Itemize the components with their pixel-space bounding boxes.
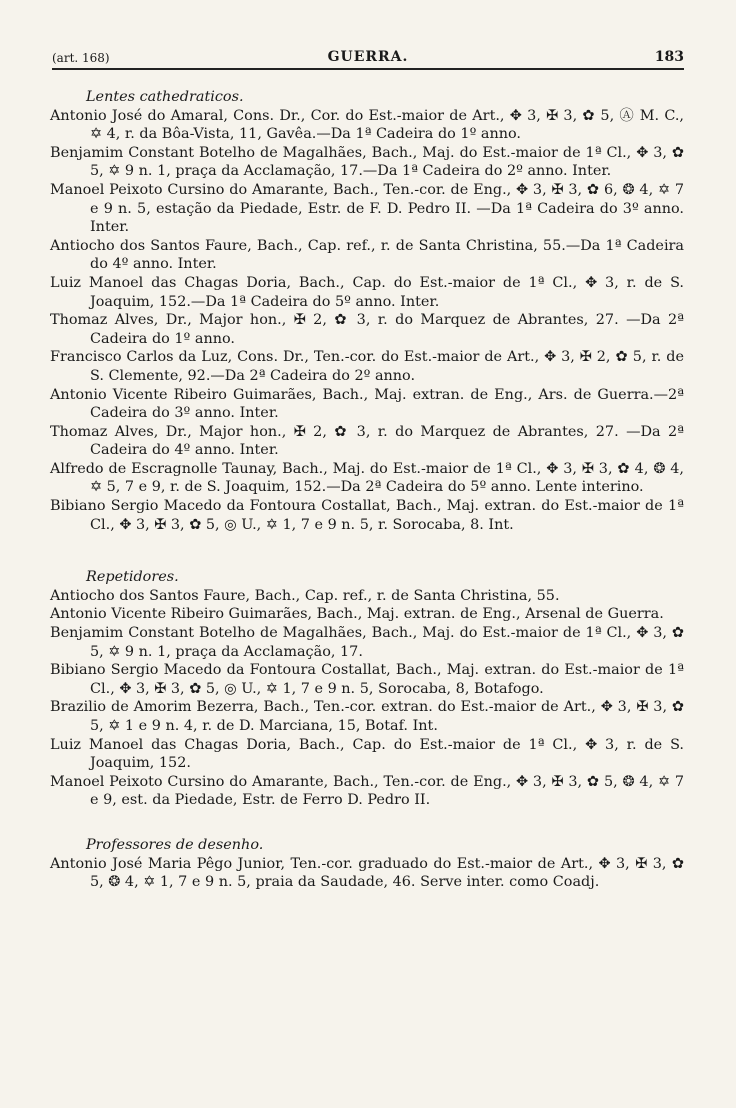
list-item: Thomaz Alves, Dr., Major hon., ✠ 2, ✿ 3, r. do Marquez de Abrantes, 27. —Da 2ª Cadeira do 4º anno. Inter.: [50, 423, 684, 459]
list-item: Bibiano Sergio Macedo da Fontoura Costallat, Bach., Maj. extran. do Est.-maior de 1ª Cl., ✥ 3, ✠ 3, ✿ 5, ◎ U., ✡ 1, 7 e 9 n. 5, r. Sorocaba, 8. Int.: [50, 498, 684, 533]
list-item: Antonio Vicente Ribeiro Guimarães, Bach., Maj. extran. de Eng., Arsenal de Guerra.: [50, 606, 664, 623]
page-number: 183: [654, 49, 684, 65]
list-item: Antiocho dos Santos Faure, Bach., Cap. ref., r. de Santa Christina, 55.—Da 1ª Cadeira do 4º anno. Inter.: [50, 237, 684, 273]
list-item: Luiz Manoel das Chagas Doria, Bach., Cap. do Est.-maior de 1ª Cl., ✥ 3, r. de S. Joaquim, 152.: [50, 736, 684, 772]
section-title-lentes: Lentes cathedraticos.: [86, 89, 244, 105]
list-item: Antiocho dos Santos Faure, Bach., Cap. ref., r. de Santa Christina, 55.: [50, 587, 560, 604]
document-body: [50, 88, 684, 892]
section-spacer: [50, 810, 684, 836]
list-item: Thomaz Alves, Dr., Major hon., ✠ 2, ✿ 3, r. do Marquez de Abrantes, 27. —Da 2ª Cadeira do 1º anno.: [50, 312, 684, 347]
list-item: Antonio Vicente Ribeiro Guimarães, Bach., Maj. extran. de Eng., Ars. de Guerra.—2ª Cadeira do 3º anno. Inter.: [50, 386, 684, 422]
list-item: Antonio José do Amaral, Cons. Dr., Cor. do Est.-maior de Art., ✥ 3, ✠ 3, ✿ 5, Ⓐ M. C., ✡ 4, r. da Bôa-Vista, 11, Gavêa.—Da 1ª Cadeira do 1º anno.: [50, 107, 684, 143]
article-reference: (art. 168): [52, 51, 110, 65]
list-item: Manoel Peixoto Cursino do Amarante, Bach., Ten.-cor. de Eng., ✥ 3, ✠ 3, ✿ 5, ❂ 4, ✡ 7 e 9, est. da Piedade, Estr. de Ferro D. Pedro II.: [50, 773, 684, 809]
section-title-repetidores: Repetidores.: [86, 569, 179, 586]
list-item: Luiz Manoel das Chagas Doria, Bach., Cap. do Est.-maior de 1ª Cl., ✥ 3, r. de S. Joaquim, 152.—Da 1ª Cadeira do 5º anno. Inter.: [50, 274, 684, 310]
running-header: [52, 46, 684, 70]
list-item: Manoel Peixoto Cursino do Amarante, Bach., Ten.-cor. de Eng., ✥ 3, ✠ 3, ✿ 6, ❂ 4, ✡ 7 e 9 n. 5, estação da Piedade, Estr. de F. D. Pedro II. —Da 1ª Cadeira do 3º anno. Inter.: [50, 181, 684, 236]
list-item: Brazilio de Amorim Bezerra, Bach., Ten.-cor. extran. do Est.-maior de Art., ✥ 3, ✠ 3, ✿ 5, ✡ 1 e 9 n. 4, r. de D. Marciana, 15, Botaf. Int.: [50, 699, 684, 734]
list-item: Benjamim Constant Botelho de Magalhães, Bach., Maj. do Est.-maior de 1ª Cl., ✥ 3, ✿ 5, ✡ 9 n. 1, praça da Acclamação, 17.—Da 1ª Cadeira do 2º anno. Inter.: [50, 144, 684, 180]
list-item: Alfredo de Escragnolle Taunay, Bach., Maj. do Est.-maior de 1ª Cl., ✥ 3, ✠ 3, ✿ 4, ❂ 4, ✡ 5, 7 e 9, r. de S. Joaquim, 152.—Da 2ª Cadeira do 5º anno. Lente interino.: [50, 460, 684, 496]
list-item: Benjamim Constant Botelho de Magalhães, Bach., Maj. do Est.-maior de 1ª Cl., ✥ 3, ✿ 5, ✡ 9 n. 1, praça da Acclamação, 17.: [50, 625, 684, 660]
section-title-professores: Professores de desenho.: [86, 836, 264, 853]
page-title: GUERRA.: [327, 49, 409, 65]
list-item: Francisco Carlos da Luz, Cons. Dr., Ten.-cor. do Est.-maior de Art., ✥ 3, ✠ 2, ✿ 5, r. de S. Clemente, 92.—Da 2ª Cadeira do 2º anno.: [50, 349, 684, 384]
list-item: Antonio José Maria Pêgo Junior, Ten.-cor. graduado do Est.-maior de Art., ✥ 3, ✠ 3, ✿ 5, ❂ 4, ✡ 1, 7 e 9 n. 5, praia da Saudade, 46. Serve inter. como Coadj.: [50, 855, 684, 891]
list-item: Bibiano Sergio Macedo da Fontoura Costallat, Bach., Maj. extran. do Est.-maior de 1ª Cl., ✥ 3, ✠ 3, ✿ 5, ◎ U., ✡ 1, 7 e 9 n. 5, Sorocaba, 8, Botafogo.: [50, 662, 684, 697]
section-spacer: [50, 534, 684, 568]
